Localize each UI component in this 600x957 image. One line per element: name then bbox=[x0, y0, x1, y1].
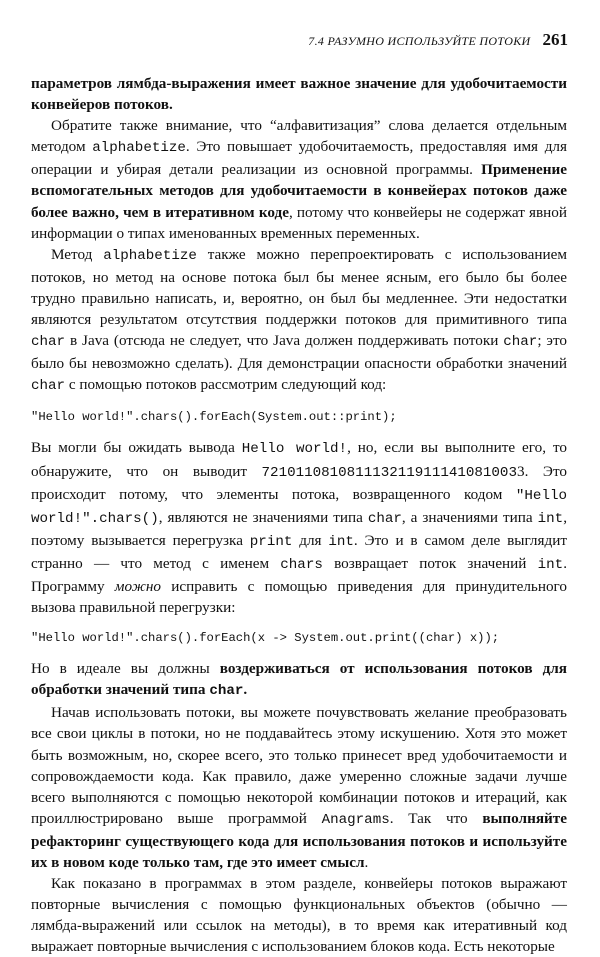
text-run: 3. Это происходит потому, что элементы потока, возвращенного кодом bbox=[31, 462, 567, 503]
code-inline: Hello world! bbox=[241, 441, 348, 458]
text-run: также можно перепроектировать с использованием потоков, но метод на основе потока был бы менее ясным, его было бы более трудно правильно написать, и, вероятно, он был бы медленнее. Эти недостатки являются результатом отсутствия поддержки потоков для примитивного типа bbox=[31, 245, 567, 329]
paragraph-7 bbox=[31, 873, 567, 957]
code-inline: print bbox=[249, 533, 293, 550]
emphasis-text: выполняйте рефакторинг существующего кода для использования потоков и используйте их в новом коде только там, где это имеет смысл bbox=[31, 809, 567, 871]
paragraph-5 bbox=[31, 658, 567, 702]
code-inline-bold: char bbox=[209, 683, 244, 700]
text-run: , потому что конвейеры не содержат явной информации о типах именованных временных переменных. bbox=[31, 203, 567, 242]
text-run: с помощью потоков рассмотрим следующий код: bbox=[65, 376, 387, 394]
code-inline: char bbox=[31, 378, 66, 395]
code-inline: int bbox=[537, 556, 564, 573]
text-run: , но, если вы выполните его, то обнаружите, что он выводит bbox=[31, 439, 567, 480]
text-run: . Это повышает удобочитаемость, предоставляя имя для операции и убирая детали реализации из основной программы. bbox=[31, 138, 567, 179]
code-inline: Anagrams bbox=[321, 811, 390, 828]
text-run: Как показано в программах в этом разделе, конвейеры потоков выражают повторные вычисления с помощью функциональных объектов (обычно — лямбда-выражений или ссылок на методы), в то время как итеративный код выражает повторные вычисления с использованием блоков кода. Есть некоторые bbox=[31, 875, 567, 956]
code-inline: alphabetize bbox=[92, 140, 186, 157]
text-run: Метод bbox=[51, 245, 104, 263]
page-body bbox=[31, 73, 567, 957]
emphasis-text: воздерживаться от использования потоков для обработки значений типа bbox=[31, 660, 567, 699]
paragraph-2 bbox=[31, 115, 567, 244]
italic-text: можно bbox=[114, 577, 161, 595]
code-inline: char bbox=[503, 334, 538, 351]
code-listing-2: "Hello world!".chars().forEach(x -> System.out.print((char) x)); bbox=[31, 631, 500, 646]
code-inline: alphabetize bbox=[103, 247, 197, 264]
paragraph-4 bbox=[31, 437, 567, 618]
text-run: Вы могли бы ожидать вывода bbox=[31, 439, 242, 457]
text-run: Обратите также внимание, что “алфавитизация” слова делается отдельным методом bbox=[31, 117, 567, 156]
text-run: . bbox=[364, 854, 369, 871]
code-inline: chars bbox=[280, 556, 323, 573]
code-inline: char bbox=[31, 334, 66, 351]
text-run: , являются не значениями типа bbox=[158, 508, 368, 526]
text-run: , поэтому вызывается перегрузка bbox=[31, 508, 567, 549]
text-run: . Так что bbox=[389, 809, 483, 827]
text-run: возвращает поток значений bbox=[322, 554, 538, 572]
code-inline: int bbox=[328, 533, 354, 550]
code-inline: int bbox=[537, 510, 564, 527]
text-run: для bbox=[292, 531, 329, 549]
code-listing-1: "Hello world!".chars().forEach(System.out::print); bbox=[31, 410, 397, 425]
text-run: , а значениями типа bbox=[401, 508, 538, 526]
page-number: 261 bbox=[542, 30, 568, 49]
emphasis-text: Применение вспомогательных методов для удобочитаемости в конвейерах потоков даже более важно, чем в итеративном коде bbox=[31, 161, 567, 221]
text-run: ; это было бы невозможно сделать). Для демонстрации опасности обработки значений bbox=[31, 332, 567, 373]
emphasis-text: . bbox=[243, 681, 248, 699]
paragraph-6 bbox=[31, 702, 567, 873]
text-run: Но в идеале вы должны bbox=[31, 660, 220, 678]
text-run: исправить с помощью приведения для принудительного вызова правильной перегрузки: bbox=[31, 577, 567, 617]
running-head bbox=[0, 30, 568, 51]
code-inline: 721011081081113211911141081003 bbox=[261, 464, 517, 481]
section-title: 7.4 РАЗУМНО ИСПОЛЬЗУЙТЕ ПОТОКИ bbox=[308, 34, 531, 48]
text-run: Начав использовать потоки, вы можете почувствовать желание преобразовать все свои циклы в потоки, но не поддавайтесь этому искушению. Хотя это может быть возможным, но, скорее всего, это только принесет вред удобочитаемости и сопровождаемости кода. Как правило, даже умеренно сложные задачи лучше всего выполняются с помощью некоторой комбинации потоков и итераций, как проиллюстрировано выше программой bbox=[31, 704, 567, 827]
code-inline: "Hello world!".chars() bbox=[31, 487, 567, 527]
text-run: . Это и в самом деле выглядит странно — что метод с именем bbox=[31, 531, 567, 572]
paragraph-1 bbox=[31, 73, 567, 115]
code-inline: char bbox=[367, 510, 402, 527]
text-run: . Программу bbox=[31, 554, 567, 595]
text-run: в Java (отсюда не следует, что Java должен поддерживать потоки bbox=[65, 332, 504, 350]
emphasis-text: параметров лямбда-выражения имеет важное значение для удобочитаемости конвейеров потоков. bbox=[31, 75, 567, 114]
paragraph-3 bbox=[31, 244, 567, 398]
